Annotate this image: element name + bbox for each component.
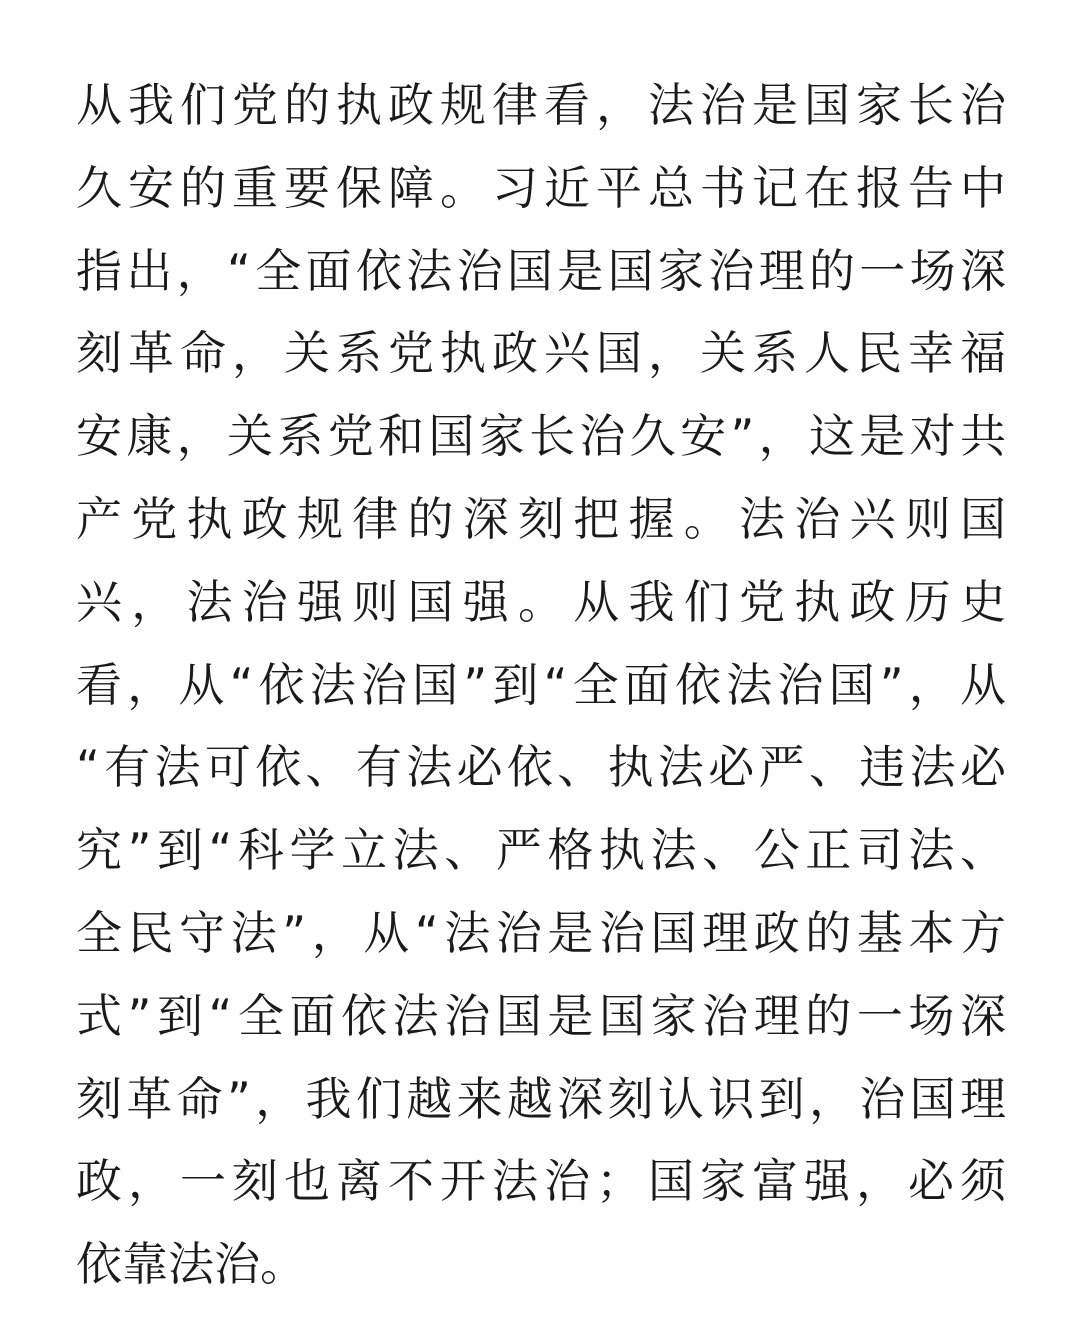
paragraph-line: 刻革命，关系党执政兴国，关系人民幸福 <box>76 326 1006 381</box>
paragraph-line: 从我们党的执政规律看，法治是国家长治 <box>76 78 1006 132</box>
paragraph-line: 兴，法治强则国强。从我们党执政历史 <box>76 574 1006 629</box>
paragraph-line: 究”到“科学立法、严格执法、公正司法、 <box>76 823 1006 878</box>
article-body <box>76 64 1006 1306</box>
paragraph-line: 安康，关系党和国家长治久安”，这是对共 <box>76 409 1006 464</box>
paragraph-line: 全民守法”，从“法治是治国理政的基本方 <box>76 905 1006 960</box>
paragraph-line: 看，从“依法治国”到“全面依法治国”，从 <box>76 657 1006 712</box>
paragraph-line: 产党执政规律的深刻把握。法治兴则国 <box>76 491 1006 546</box>
paragraph-line: 依靠法治。 <box>76 1237 306 1292</box>
paragraph-line: 式”到“全面依法治国是国家治理的一场深 <box>76 988 1006 1043</box>
paragraph-line: 久安的重要保障。习近平总书记在报告中 <box>76 160 1006 215</box>
paragraph-line: 刻革命”，我们越来越深刻认识到，治国理 <box>76 1071 1006 1126</box>
paragraph-line: 政，一刻也离不开法治；国家富强，必须 <box>76 1154 1006 1209</box>
paragraph-line: 指出，“全面依法治国是国家治理的一场深 <box>76 243 1006 298</box>
paragraph-line: “有法可依、有法必依、执法必严、违法必 <box>76 740 1006 795</box>
